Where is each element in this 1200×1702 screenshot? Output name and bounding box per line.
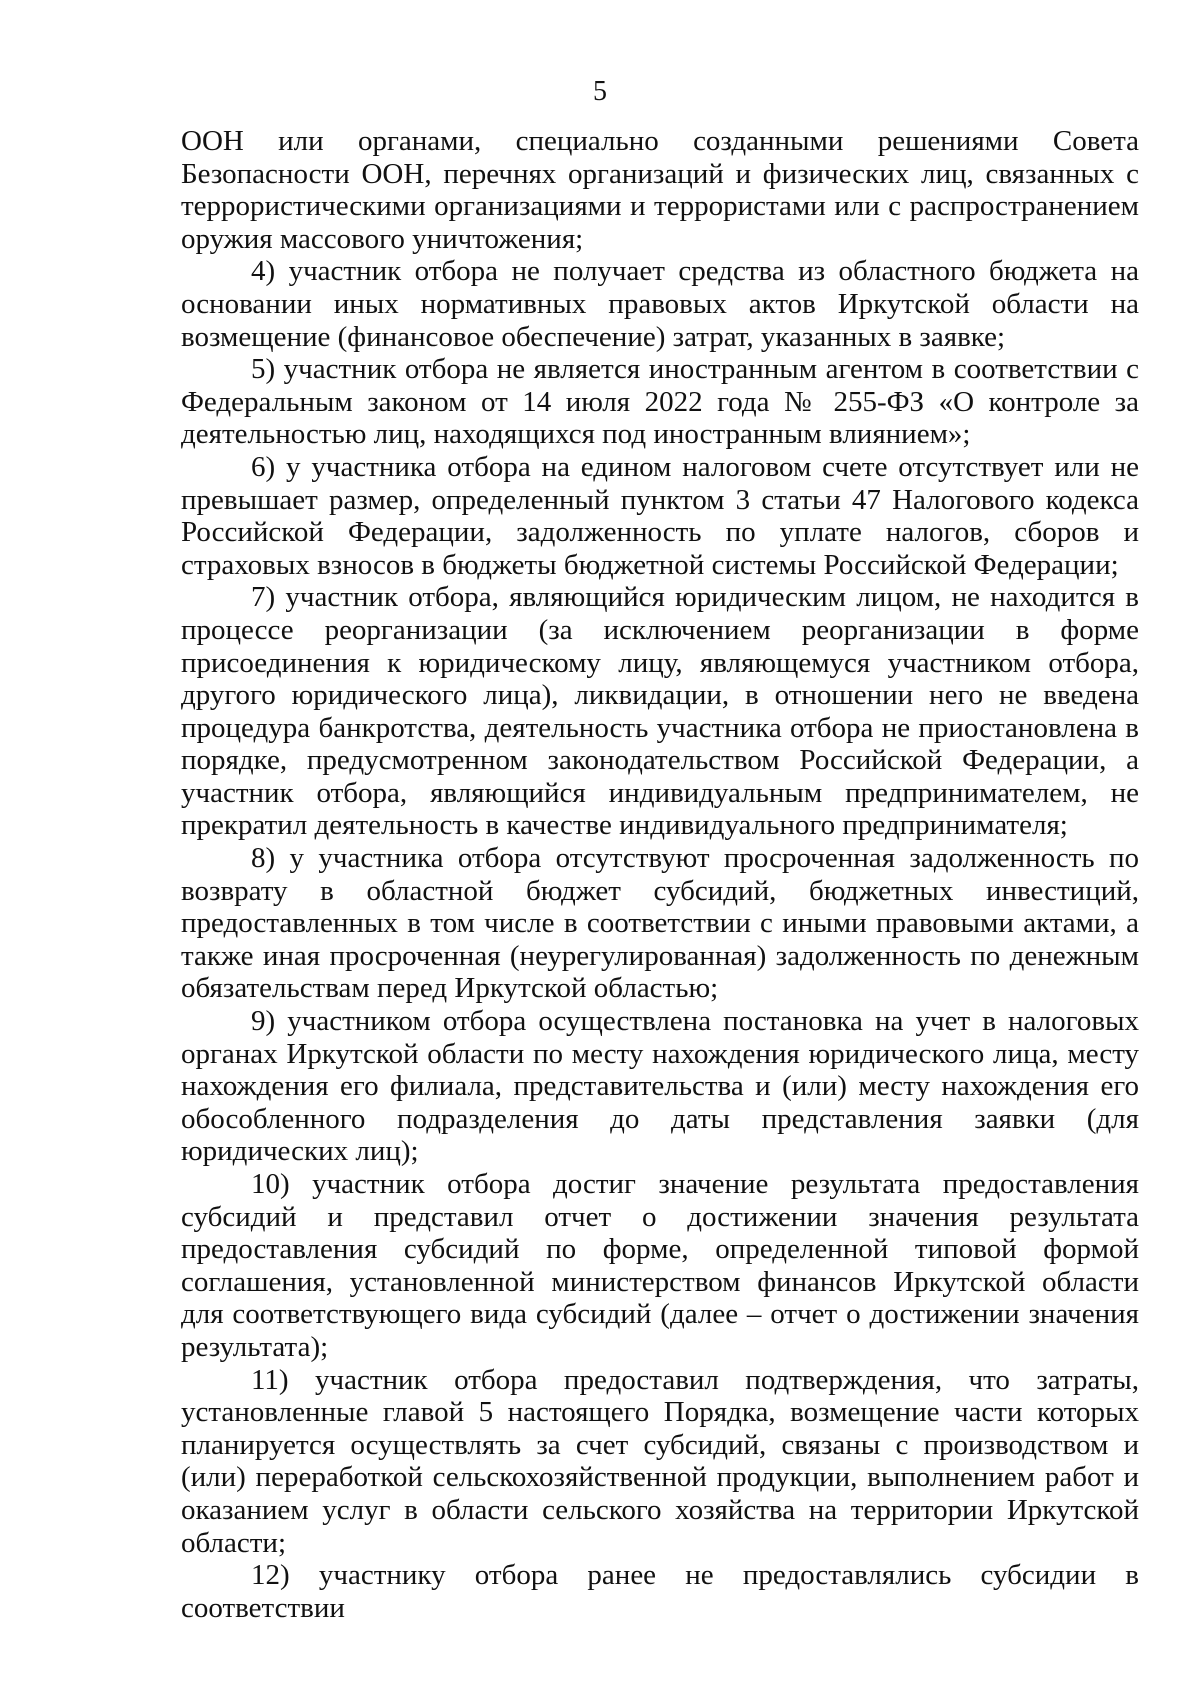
paragraph-item-4: 4) участник отбора не получает средства из областного бюджета на основании иных нормативных правовых актов Иркутской области на возмещение (финансовое обеспечение) затрат, указанных в заявке; xyxy=(181,255,1139,353)
paragraph-item-9: 9) участником отбора осуществлена постановка на учет в налоговых органах Иркутской области по месту нахождения юридического лица, месту нахождения его филиала, представительства и (или) месту нахождения его обособленного подразделения до даты представления заявки (для юридических лиц); xyxy=(181,1005,1139,1168)
paragraph-item-12: 12) участнику отбора ранее не предоставлялись субсидии в соответствии xyxy=(181,1559,1139,1624)
paragraph-item-5: 5) участник отбора не является иностранным агентом в соответствии с Федеральным законом от 14 июля 2022 года № 255-ФЗ «О контроле за деятельностью лиц, находящихся под иностранным влиянием»; xyxy=(181,353,1139,451)
document-body xyxy=(181,125,1139,1624)
paragraph-item-10: 10) участник отбора достиг значение результата предоставления субсидий и представил отчет о достижении значения результата предоставления субсидий по форме, определенной типовой формой соглашения, установленной министерством финансов Иркутской области для соответствующего вида субсидий (далее – отчет о достижении значения результата); xyxy=(181,1168,1139,1363)
paragraph-item-8: 8) у участника отбора отсутствуют просроченная задолженность по возврату в областной бюджет субсидий, бюджетных инвестиций, предоставленных в том числе в соответствии с иными правовыми актами, а также иная просроченная (неурегулированная) задолженность по денежным обязательствам перед Иркутской областью; xyxy=(181,842,1139,1005)
page-number: 5 xyxy=(593,76,607,107)
paragraph-continuation: ООН или органами, специально созданными решениями Совета Безопасности ООН, перечнях организаций и физических лиц, связанных с террористическими организациями и террористами или с распространением оружия массового уничтожения; xyxy=(181,125,1139,255)
paragraph-item-7: 7) участник отбора, являющийся юридическим лицом, не находится в процессе реорганизации (за исключением реорганизации в форме присоединения к юридическому лицу, являющемуся участником отбора, другого юридического лица), ликвидации, в отношении него не введена процедура банкротства, деятельность участника отбора не приостановлена в порядке, предусмотренном законодательством Российской Федерации, а участник отбора, являющийся индивидуальным предпринимателем, не прекратил деятельность в качестве индивидуального предпринимателя; xyxy=(181,581,1139,842)
paragraph-item-6: 6) у участника отбора на едином налоговом счете отсутствует или не превышает размер, определенный пунктом 3 статьи 47 Налогового кодекса Российской Федерации, задолженность по уплате налогов, сборов и страховых взносов в бюджеты бюджетной системы Российской Федерации; xyxy=(181,450,1139,581)
paragraph-item-11: 11) участник отбора предоставил подтверждения, что затраты, установленные главой 5 настоящего Порядка, возмещение части которых планируется осуществлять за счет субсидий, связаны с производством и (или) переработкой сельскохозяйственной продукции, выполнением работ и оказанием услуг в области сельского хозяйства на территории Иркутской области; xyxy=(181,1363,1139,1559)
